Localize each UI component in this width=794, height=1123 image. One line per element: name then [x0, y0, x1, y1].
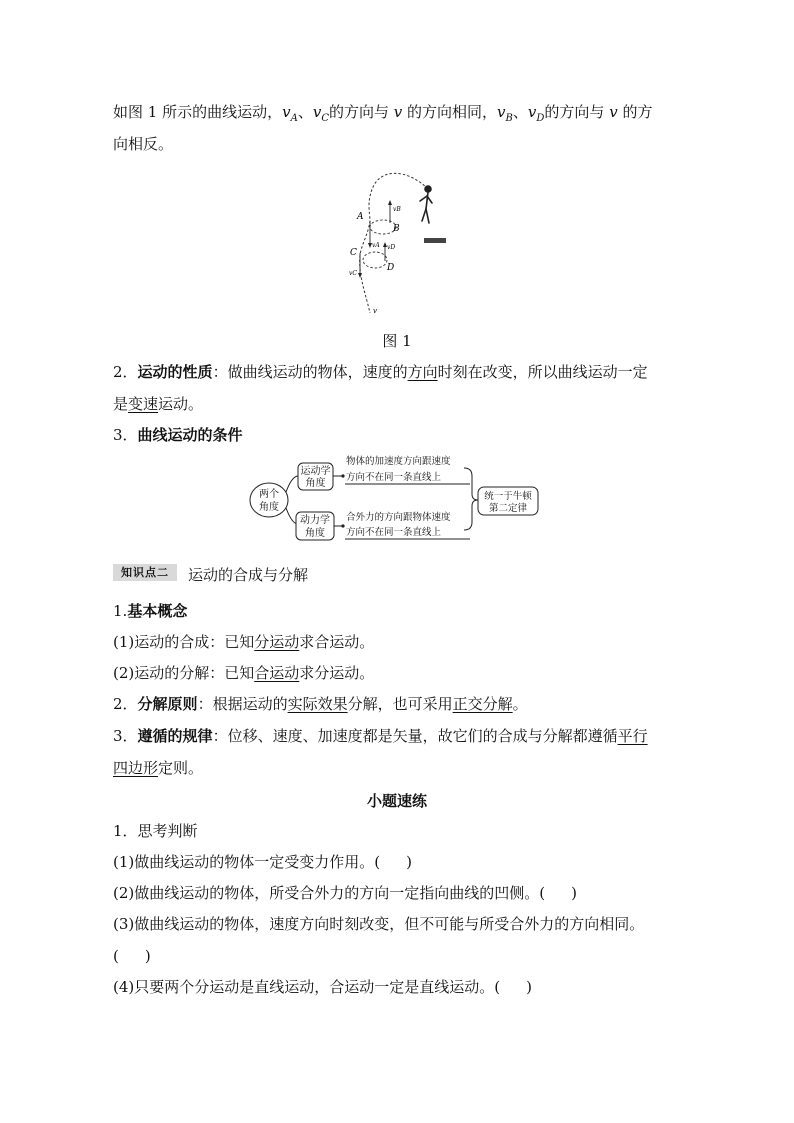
question-text: (1)做曲线运动的物体一定受变力作用。(: [113, 853, 381, 871]
question-3-bracket: [113, 945, 151, 967]
mindmap-center-text: 角度: [259, 502, 279, 513]
section-number: 1．: [113, 822, 138, 840]
underlined-term: 变速: [128, 395, 159, 413]
mindmap-node-text: 运动学: [300, 466, 331, 477]
subscript: D: [536, 113, 545, 124]
answer-bracket: ): [571, 884, 577, 902]
section-text: 运动。: [158, 395, 204, 413]
item-text: 求分运动。: [299, 664, 375, 682]
answer-bracket: ): [526, 978, 532, 996]
separator: 、: [512, 103, 528, 121]
label-C: C: [350, 248, 357, 258]
diving-board: [424, 238, 446, 243]
practice-heading: 小题速练: [366, 792, 427, 810]
answer-bracket: ): [144, 947, 151, 965]
section-title: 思考判断: [137, 822, 198, 840]
basic-heading: [113, 600, 187, 622]
section-2-line-2: [113, 393, 203, 415]
section-title: 基本概念: [127, 602, 188, 620]
section-number: 2．: [113, 695, 138, 713]
var-v: v: [393, 103, 403, 121]
section-number: 3．: [113, 426, 138, 444]
section-text: ：根据运动的: [197, 695, 288, 713]
label-v: v: [373, 307, 377, 315]
knowledge-point-title: 运动的合成与分解: [188, 566, 309, 584]
label-vA: vA: [372, 242, 380, 249]
question-text: (2)做曲线运动的物体，所受合外力的方向一定指向曲线的凹侧。(: [113, 884, 546, 902]
intro-text: 的方: [622, 103, 653, 121]
intro-text: 如图 1 所示的曲线运动，: [113, 103, 283, 121]
label-B: B: [393, 224, 400, 234]
subscript: C: [321, 113, 329, 124]
underlined-term: 分运动: [254, 633, 300, 651]
section-title: 分解原则: [137, 695, 198, 713]
label-vC: vC: [349, 270, 357, 277]
mindmap-node-text: 第二定律: [488, 503, 528, 514]
intro-text: 的方向与: [328, 103, 389, 121]
label-A: A: [357, 212, 364, 222]
item-text: (1)运动的合成：已知: [113, 633, 255, 651]
section-title: 遵循的规律: [137, 727, 213, 745]
section-number: 1.: [113, 602, 128, 620]
section-2-line-1: [113, 361, 648, 383]
underlined-term: 正交分解: [452, 695, 513, 713]
question-1: [113, 851, 412, 873]
answer-bracket: ): [406, 853, 412, 871]
mindmap-condition-text: 方向不在同一条直线上: [346, 472, 442, 483]
question-text: (3)做曲线运动的物体，速度方向时刻改变，但不可能与所受合外力的方向相同。: [113, 915, 645, 933]
rule-line-1: [113, 725, 648, 747]
figure-1-caption: 图 1: [382, 332, 412, 350]
question-2: [113, 882, 577, 904]
mindmap-condition-text: 物体的加速度方向跟速度: [346, 456, 451, 467]
subscript: B: [505, 113, 513, 124]
section-text: 分解，也可采用: [347, 695, 453, 713]
section-title: 运动的性质: [137, 363, 213, 381]
loop-cd: [363, 252, 387, 268]
question-4: [113, 976, 532, 998]
question-text: (4)只要两个分运动是直线运动，合运动一定是直线运动。(: [113, 978, 501, 996]
var-v: v: [497, 103, 506, 121]
intro-text: 的方向相同，: [407, 103, 498, 121]
separator: 、: [297, 103, 313, 121]
underlined-term: 平行: [617, 727, 648, 745]
basic-item-1: [113, 631, 374, 653]
var-v: v: [312, 103, 322, 121]
var-v: v: [609, 103, 618, 121]
intro-line-1: [113, 101, 653, 130]
label-vD: vD: [387, 244, 396, 251]
underlined-term: 方向: [407, 363, 438, 381]
rule-line-2: [113, 757, 203, 779]
mindmap-condition-text: 方向不在同一条直线上: [346, 527, 442, 538]
var-v: v: [282, 103, 291, 121]
section-text: 定则。: [158, 759, 204, 777]
mindmap-node-text: 角度: [305, 478, 326, 489]
section-title: 曲线运动的条件: [137, 426, 243, 444]
underlined-term: 合运动: [254, 664, 300, 682]
diver-figure: [420, 186, 432, 223]
mindmap-node-text: 统一于牛顿: [484, 491, 532, 502]
underlined-term: 实际效果: [287, 695, 348, 713]
figure-1-curve-motion: [330, 165, 460, 317]
answer-bracket: (: [113, 947, 119, 965]
section-number: 2．: [113, 363, 138, 381]
curve-condition-mindmap: [248, 452, 548, 546]
intro-text: 向相反。: [113, 135, 174, 153]
intro-line-2: [113, 133, 173, 155]
basic-item-2: [113, 662, 374, 684]
mindmap-center-text: 两个: [259, 489, 279, 500]
item-text: 求合运动。: [299, 633, 375, 651]
subscript: A: [290, 113, 298, 124]
section-text: 时刻在改变，所以曲线运动一定: [437, 363, 648, 381]
item-text: (2)运动的分解：已知: [113, 664, 255, 682]
label-vB: vB: [393, 206, 401, 213]
mindmap-node-text: 动力学: [300, 515, 330, 526]
principle-line: [113, 693, 528, 715]
question-3: [113, 913, 644, 935]
underlined-term: 四边形: [113, 759, 159, 777]
label-D: D: [387, 263, 395, 273]
mindmap-condition-text: 合外力的方向跟物体速度: [346, 512, 451, 523]
var-v: v: [527, 103, 537, 121]
section-text: ：位移、速度、加速度都是矢量，故它们的合成与分解都遵循: [212, 727, 618, 745]
intro-text: 的方向与: [544, 103, 605, 121]
section-text: ：做曲线运动的物体，速度的: [212, 363, 408, 381]
practice-subheading: [113, 820, 198, 842]
section-text: 是: [113, 395, 129, 413]
section-text: 。: [512, 695, 528, 713]
section-number: 3．: [113, 727, 138, 745]
knowledge-point-tag: 知识点二: [113, 564, 177, 581]
mindmap-node-text: 角度: [305, 528, 325, 539]
section-3-heading: [113, 424, 243, 446]
